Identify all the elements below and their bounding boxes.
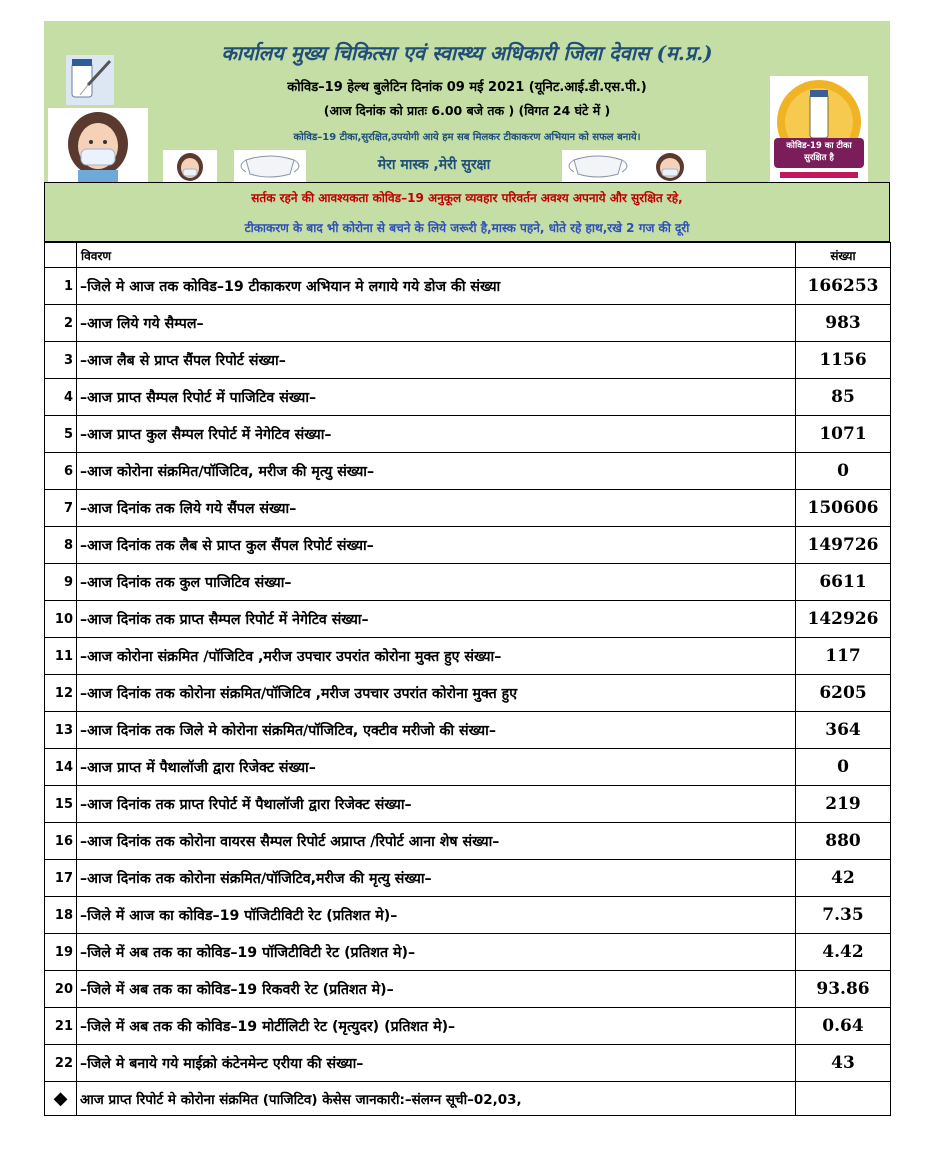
row-value: 85 — [796, 379, 891, 416]
row-value: 7.35 — [796, 897, 891, 934]
row-number: 6 — [45, 453, 77, 490]
row-value: 166253 — [796, 268, 891, 305]
row-description: –आज दिनांक तक कोरोना संक्रमित/पॉजिटिव ,मरीज उपचार उपरांत कोरोना मुक्त हुए — [77, 675, 796, 712]
row-number: 14 — [45, 749, 77, 786]
vaccine-badge-text: कोविड-19 का टीका सुरक्षित है — [786, 141, 852, 163]
header-number-cell — [45, 243, 77, 268]
office-title: कार्यालय मुख्य चिकित्सा एवं स्वास्थ्य अधिकारी जिला देवास (म.प्र.) — [221, 41, 713, 65]
row-value: 93.86 — [796, 971, 891, 1008]
table-footer-row — [45, 1082, 891, 1116]
column-header-count: संख्या — [796, 243, 891, 268]
column-header-description: विवरण — [77, 243, 796, 268]
mask-slogan-banner: मेरा मास्क ,मेरी सुरक्षा — [377, 157, 491, 173]
row-value: 142926 — [796, 601, 891, 638]
vaccine-safe-badge — [770, 76, 868, 182]
row-description: –आज दिनांक तक लैब से प्राप्त कुल सैंपल रिपोर्ट संख्या– — [77, 527, 796, 564]
row-description: –जिले में आज का कोविड–19 पॉजिटीविटी रेट (प्रतिशत मे)– — [77, 897, 796, 934]
row-description: –आज दिनांक तक प्राप्त सैम्पल रिपोर्ट में नेगेटिव संख्या– — [77, 601, 796, 638]
vaccine-injection-image — [66, 55, 114, 105]
table-row — [45, 601, 891, 638]
row-number: 17 — [45, 860, 77, 897]
masked-girl-small-image — [634, 150, 706, 182]
row-value: 880 — [796, 823, 891, 860]
row-number: 18 — [45, 897, 77, 934]
table-row — [45, 934, 891, 971]
row-number: 13 — [45, 712, 77, 749]
table-row — [45, 564, 891, 601]
table-row — [45, 897, 891, 934]
table-row — [45, 712, 891, 749]
advisory-band — [44, 182, 890, 242]
row-description: –आज प्राप्त में पैथालॉजी द्वारा रिजेक्ट संख्या– — [77, 749, 796, 786]
row-number: 21 — [45, 1008, 77, 1045]
row-description: –आज लिये गये सैम्पल– — [77, 305, 796, 342]
table-row — [45, 860, 891, 897]
bulletin-date-line: कोविड–19 हेल्थ बुलेटिन दिनांक 09 मई 2021 (यूनिट.आई.डी.एस.पी.) — [287, 80, 647, 95]
row-number: 8 — [45, 527, 77, 564]
table-row — [45, 749, 891, 786]
row-description: –आज दिनांक तक कोरोना संक्रमित/पॉजिटिव,मरीज की मृत्यु संख्या– — [77, 860, 796, 897]
table-row — [45, 305, 891, 342]
row-value: 0.64 — [796, 1008, 891, 1045]
masked-girl-image — [48, 108, 148, 182]
table-row — [45, 971, 891, 1008]
row-description: –आज लैब से प्राप्त सैंपल रिपोर्ट संख्या– — [77, 342, 796, 379]
masked-girl-small-image — [163, 150, 217, 182]
time-window-note: (आज दिनांक को प्रातः 6.00 बजे तक ) (विगत 24 घंटे में ) — [323, 103, 611, 118]
row-description: –आज प्राप्त कुल सैम्पल रिपोर्ट में नेगेटिव संख्या– — [77, 416, 796, 453]
row-number: 10 — [45, 601, 77, 638]
row-number: 9 — [45, 564, 77, 601]
row-description: –जिले में अब तक का कोविड–19 रिकवरी रेट (प्रतिशत मे)– — [77, 971, 796, 1008]
table-row — [45, 1008, 891, 1045]
table-row — [45, 379, 891, 416]
table-row — [45, 786, 891, 823]
diamond-bullet-icon: ◆ — [45, 1082, 77, 1116]
row-description: –आज दिनांक तक लिये गये सैंपल संख्या– — [77, 490, 796, 527]
row-number: 16 — [45, 823, 77, 860]
table-row — [45, 823, 891, 860]
row-description: –जिले में अब तक का कोविड–19 पॉजिटीविटी रेट (प्रतिशत मे)– — [77, 934, 796, 971]
row-value: 4.42 — [796, 934, 891, 971]
row-number: 4 — [45, 379, 77, 416]
row-description: –आज दिनांक तक कोरोना वायरस सैम्पल रिपोर्ट अप्राप्त /रिपोर्ट आना शेष संख्या– — [77, 823, 796, 860]
row-value: 1156 — [796, 342, 891, 379]
row-number: 11 — [45, 638, 77, 675]
row-value: 6205 — [796, 675, 891, 712]
table-header-row — [45, 243, 891, 268]
row-value: 219 — [796, 786, 891, 823]
row-description: –जिले में अब तक की कोविड–19 मोर्टीलिटी रेट (मृत्युदर) (प्रतिशत मे)– — [77, 1008, 796, 1045]
row-value: 43 — [796, 1045, 891, 1082]
row-number: 2 — [45, 305, 77, 342]
bulletin-table-body — [45, 243, 891, 1116]
table-row — [45, 416, 891, 453]
row-description: –आज प्राप्त सैम्पल रिपोर्ट में पाजिटिव संख्या– — [77, 379, 796, 416]
advisory-line-1: सर्तक रहने की आवश्यकता कोविड–19 अनुकूल व्यवहार परिवर्तन अवश्य अपनाये और सुरक्षित रहे, — [251, 191, 683, 205]
row-number: 7 — [45, 490, 77, 527]
bulletin-header — [44, 21, 890, 182]
row-number: 12 — [45, 675, 77, 712]
row-number: 19 — [45, 934, 77, 971]
row-value: 364 — [796, 712, 891, 749]
row-value: 983 — [796, 305, 891, 342]
table-row — [45, 675, 891, 712]
row-value: 0 — [796, 453, 891, 490]
bulletin-table — [44, 242, 891, 1116]
row-description: –आज कोरोना संक्रमित/पॉजिटिव, मरीज की मृत्यु संख्या– — [77, 453, 796, 490]
attached-list-note: आज प्राप्त रिपोर्ट मे कोरोना संक्रमित (पाजिटिव) केसेस जानकारी:–संलग्न सूची–02,03, — [77, 1082, 796, 1116]
row-value: 150606 — [796, 490, 891, 527]
row-number: 15 — [45, 786, 77, 823]
health-bulletin-sheet — [44, 21, 890, 1116]
row-number: 22 — [45, 1045, 77, 1082]
row-value: 6611 — [796, 564, 891, 601]
advisory-line-2: टीकाकरण के बाद भी कोरोना से बचने के लिये जरूरी है,मास्क पहने, धोते रहे हाथ,रखे 2 गज की दूरी — [244, 221, 690, 235]
row-value: 0 — [796, 749, 891, 786]
row-value: 42 — [796, 860, 891, 897]
face-mask-image — [562, 150, 634, 182]
row-description: –आज दिनांक तक जिले मे कोरोना संक्रमित/पॉजिटिव, एक्टीव मरीजो की संख्या– — [77, 712, 796, 749]
row-number: 3 — [45, 342, 77, 379]
footer-empty-cell — [796, 1082, 891, 1116]
table-row — [45, 453, 891, 490]
face-mask-image — [234, 150, 306, 182]
row-description: –जिले मे आज तक कोविड–19 टीकाकरण अभियान मे लगाये गये डोज की संख्या — [77, 268, 796, 305]
vaccination-campaign-note: कोविड–19 टीका,सुरक्षित,उपयोगी आये हम सब मिलकर टीकाकरण अभियान को सफल बनाये। — [293, 132, 641, 143]
row-value: 149726 — [796, 527, 891, 564]
row-description: –आज कोरोना संक्रमित /पॉजिटिव ,मरीज उपचार उपरांत कोरोना मुक्त हुए संख्या– — [77, 638, 796, 675]
row-description: –जिले मे बनाये गये माईक्रो कंटेनमेन्ट एरीया की संख्या– — [77, 1045, 796, 1082]
row-value: 117 — [796, 638, 891, 675]
row-number: 20 — [45, 971, 77, 1008]
row-value: 1071 — [796, 416, 891, 453]
table-row — [45, 638, 891, 675]
vaccine-badge-icon — [770, 76, 868, 182]
row-description: –आज दिनांक तक प्राप्त रिपोर्ट में पैथालॉजी द्वारा रिजेक्ट संख्या– — [77, 786, 796, 823]
table-row — [45, 1045, 891, 1082]
table-row — [45, 342, 891, 379]
row-number: 5 — [45, 416, 77, 453]
table-row — [45, 268, 891, 305]
row-description: –आज दिनांक तक कुल पाजिटिव संख्या– — [77, 564, 796, 601]
table-row — [45, 527, 891, 564]
table-row — [45, 490, 891, 527]
row-number: 1 — [45, 268, 77, 305]
